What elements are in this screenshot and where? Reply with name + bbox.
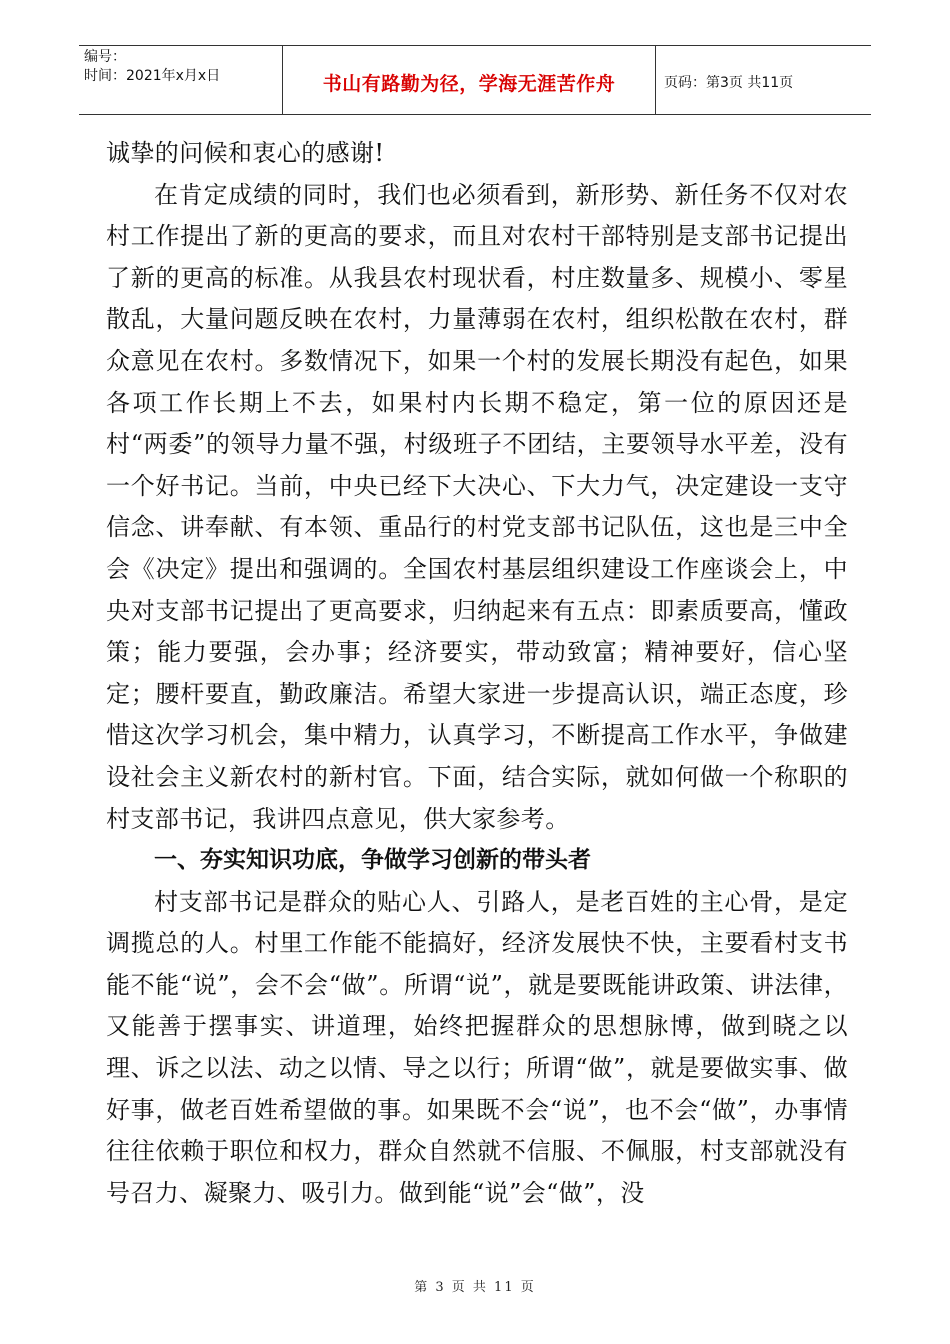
page-footer: 第 3 页 共 11 页 <box>414 1280 536 1295</box>
header-meta <box>79 46 282 114</box>
header-page-cell <box>656 46 871 114</box>
header-page-label: 页码：第3页 共11页 <box>664 75 794 91</box>
paragraph: 诚挚的问候和衷心的感谢! <box>106 139 385 167</box>
paragraph: 在肯定成绩的同时，我们也必须看到，新形势、新任务不仅对农村工作提出了新的更高的要求，而且对农村干部特别是支部书记提出了新的更高的标准。从我县农村现状看，村庄数量多、规模小、零星散乱，大量问题反映在农村，力量薄弱在农村，组织松散在农村，群众意见在农村。多数情况下，如果一个村的发展长期没有起色，如果各项工作长期上不去，如果村内长期不稳定，第一位的原因还是村“两委”的领导力量不强，村级班子不团结，主要领导水平差，没有一个好书记。当前，中央已经下大决心、下大力气，决定建设一支守信念、讲奉献、有本领、重品行的村党支部书记队伍，这也是三中全会《决定》提出和强调的。全国农村基层组织建设工作座谈会上，中央对支部书记提出了更高要求，归纳起来有五点：即素质要高，懂政策；能力要强，会办事；经济要实，带动致富；精神要好，信心坚定；腰杆要直，勤政廉洁。希望大家进一步提高认识，端正态度，珍惜这次学习机会，集中精力，认真学习，不断提高工作水平，争做建设社会主义新农村的新村官。下面，结合实际，就如何做一个称职的村支部书记，我讲四点意见，供大家参考。 <box>106 180 848 833</box>
header-motto: 书山有路勤为径，学海无涯苦作舟 <box>322 72 616 95</box>
section-heading: 一、夯实知识功底，争做学习创新的带头者 <box>154 847 591 874</box>
header-motto-cell <box>282 46 656 114</box>
document-number-label: 编号： <box>84 49 126 65</box>
document-time-label: 时间：2021年x月x日 <box>84 68 221 84</box>
page-header <box>79 45 871 115</box>
paragraph: 村支部书记是群众的贴心人、引路人，是老百姓的主心骨，是定调揽总的人。村里工作能不能搞好，经济发展快不快，主要看村支书能不能“说”，会不会“做”。所谓“说”，就是要既能讲政策、讲法律，又能善于摆事实、讲道理，始终把握群众的思想脉博，做到晓之以理、诉之以法、动之以情、导之以行；所谓“做”，就是要做实事、做好事，做老百姓希望做的事。如果既不会“说”，也不会“做”，办事情往往依赖于职位和权力，群众自然就不信服、不佩服，村支部就没有号召力、凝聚力、吸引力。做到能“说”会“做”，没 <box>106 887 848 1207</box>
document-body <box>106 133 848 1214</box>
